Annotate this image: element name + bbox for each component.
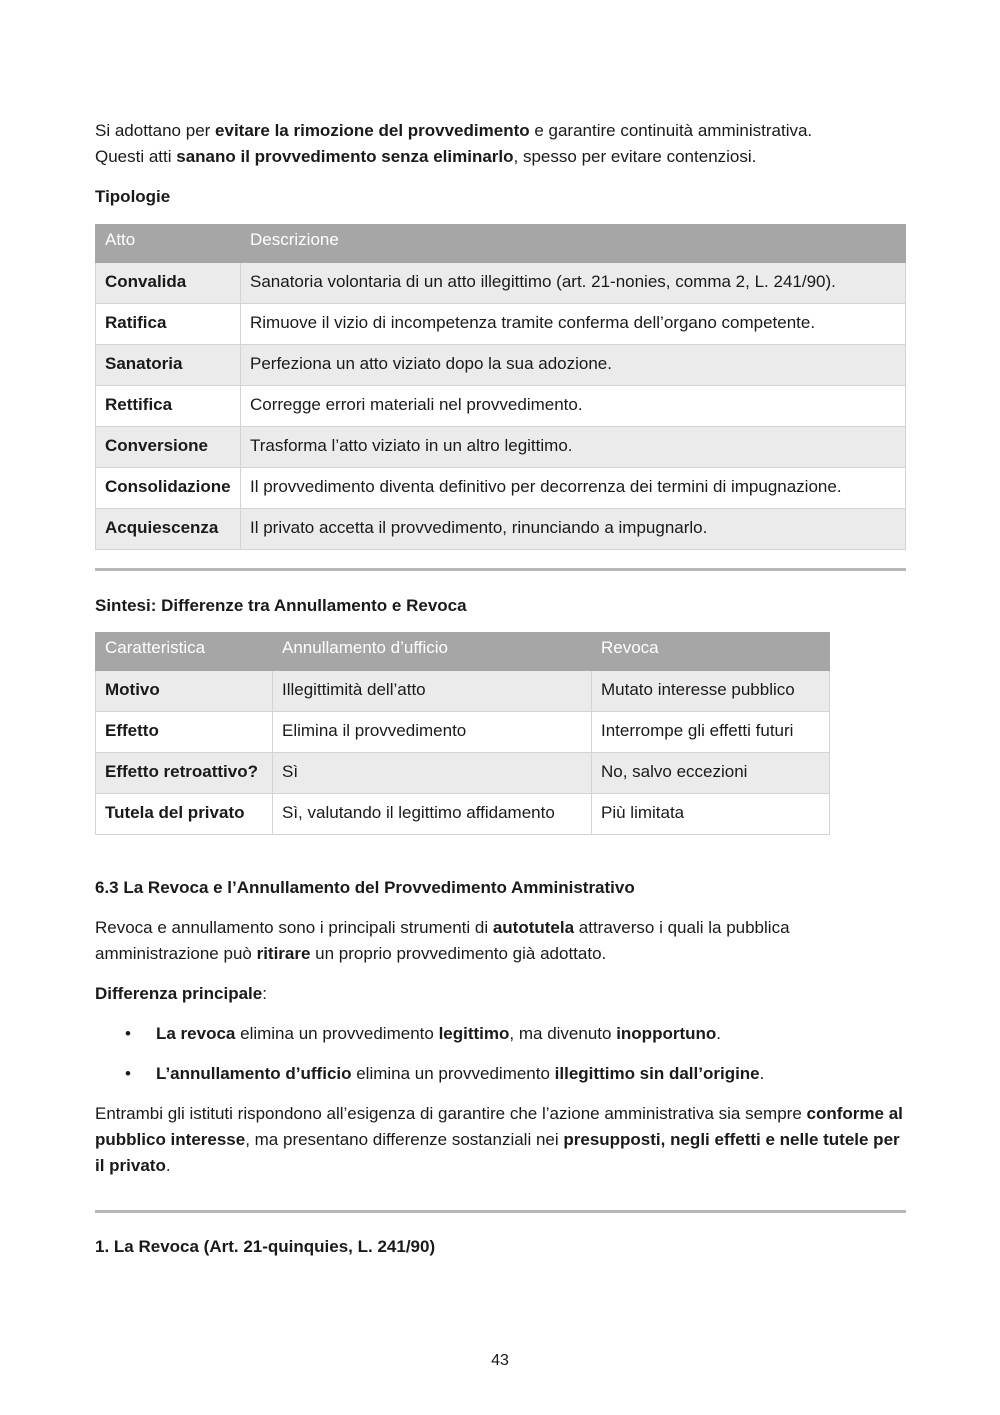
horizontal-divider [95, 1210, 906, 1213]
descrizione-cell: Il privato accetta il provvedimento, rinunciando a impugnarlo. [241, 509, 906, 550]
atto-cell: Sanatoria [96, 345, 241, 386]
caratteristica-cell: Effetto [96, 712, 273, 753]
sintesi-table [95, 632, 830, 835]
table-row [96, 753, 830, 794]
differenza-principale-label: Differenza principale: [95, 984, 267, 1003]
differenze-list [95, 1021, 906, 1087]
section-6-3-paragraph: Revoca e annullamento sono i principali strumenti di autotutela attraverso i quali la pubblica amministrazione può ritirare un proprio provvedimento già adottato. [95, 918, 790, 963]
revoca-cell: Interrompe gli effetti futuri [592, 712, 830, 753]
descrizione-cell: Rimuove il vizio di incompetenza tramite conferma dell’organo competente. [241, 304, 906, 345]
table-row [96, 345, 906, 386]
table-row [96, 509, 906, 550]
column-header: Revoca [592, 633, 830, 671]
table-row [96, 386, 906, 427]
descrizione-cell: Il provvedimento diventa definitivo per decorrenza dei termini di impugnazione. [241, 468, 906, 509]
column-header: Descrizione [241, 225, 906, 263]
caratteristica-cell: Effetto retroattivo? [96, 753, 273, 794]
caratteristica-cell: Motivo [96, 671, 273, 712]
table-row [96, 468, 906, 509]
annullamento-cell: Elimina il provvedimento [273, 712, 592, 753]
horizontal-divider [95, 568, 906, 571]
column-header: Annullamento d’ufficio [273, 633, 592, 671]
table-header-row [96, 225, 906, 263]
table-header-row [96, 633, 830, 671]
list-item: • La revoca elimina un provvedimento legittimo, ma divenuto inopportuno. [95, 1021, 906, 1047]
annullamento-cell: Sì, valutando il legittimo affidamento [273, 794, 592, 835]
atto-cell: Ratifica [96, 304, 241, 345]
atto-cell: Conversione [96, 427, 241, 468]
column-header: Atto [96, 225, 241, 263]
revoca-heading: 1. La Revoca (Art. 21-quinquies, L. 241/90) [95, 1237, 436, 1256]
revoca-cell: Mutato interesse pubblico [592, 671, 830, 712]
entrambi-paragraph: Entrambi gli istituti rispondono all’esigenza di garantire che l’azione amministrativa sia sempre conforme al pubblico interesse, ma presentano differenze sostanziali nei presupposti, negli effetti e nelle tutele per il privato. [95, 1104, 903, 1175]
page-number: 43 [491, 1352, 509, 1369]
tipologie-table [95, 224, 906, 550]
table-row [96, 304, 906, 345]
atto-cell: Rettifica [96, 386, 241, 427]
atto-cell: Acquiescenza [96, 509, 241, 550]
annullamento-cell: Illegittimità dell’atto [273, 671, 592, 712]
intro-paragraph-2: Questi atti sanano il provvedimento senza eliminarlo, spesso per evitare contenziosi. [95, 147, 757, 166]
revoca-cell: Più limitata [592, 794, 830, 835]
sintesi-heading: Sintesi: Differenze tra Annullamento e Revoca [95, 596, 467, 615]
section-6-3-heading: 6.3 La Revoca e l’Annullamento del Provvedimento Amministrativo [95, 878, 635, 897]
intro-paragraph-1: Si adottano per evitare la rimozione del provvedimento e garantire continuità amministrativa. [95, 121, 813, 140]
page-content [95, 118, 906, 1274]
caratteristica-cell: Tutela del privato [96, 794, 273, 835]
column-header: Caratteristica [96, 633, 273, 671]
list-item: • L’annullamento d’ufficio elimina un provvedimento illegittimo sin dall’origine. [95, 1061, 906, 1087]
table-row [96, 671, 830, 712]
atto-cell: Convalida [96, 263, 241, 304]
table-row [96, 794, 830, 835]
table-row [96, 712, 830, 753]
table-row [96, 427, 906, 468]
descrizione-cell: Trasforma l’atto viziato in un altro legittimo. [241, 427, 906, 468]
atto-cell: Consolidazione [96, 468, 241, 509]
annullamento-cell: Sì [273, 753, 592, 794]
revoca-cell: No, salvo eccezioni [592, 753, 830, 794]
descrizione-cell: Sanatoria volontaria di un atto illegittimo (art. 21-nonies, comma 2, L. 241/90). [241, 263, 906, 304]
tipologie-heading: Tipologie [95, 187, 171, 206]
descrizione-cell: Corregge errori materiali nel provvedimento. [241, 386, 906, 427]
descrizione-cell: Perfeziona un atto viziato dopo la sua adozione. [241, 345, 906, 386]
table-row [96, 263, 906, 304]
